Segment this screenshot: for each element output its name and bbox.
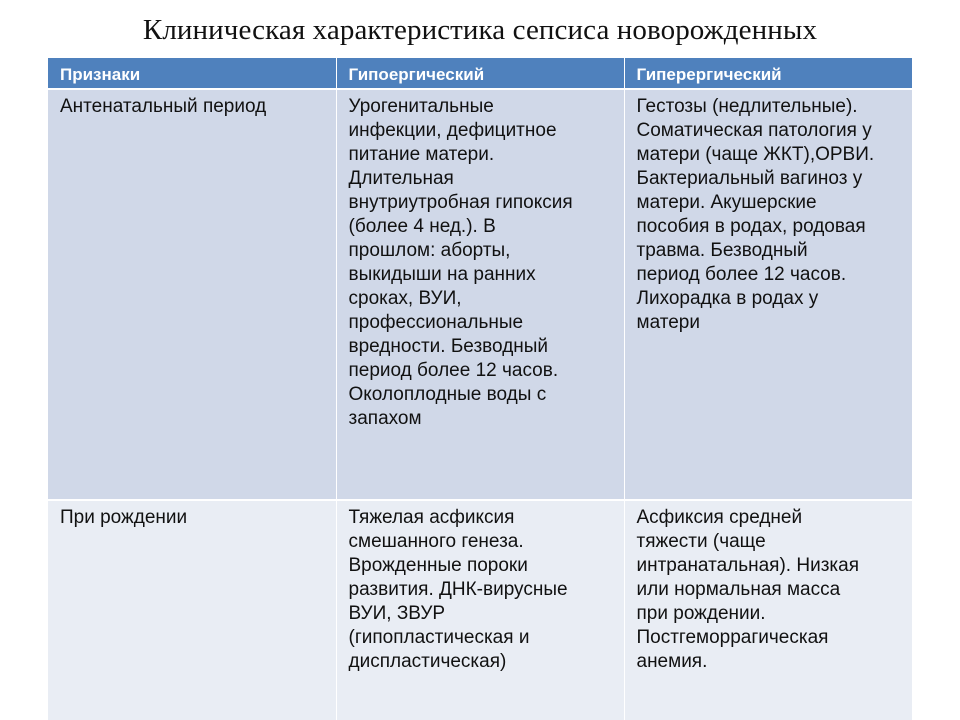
header-hyperergic: Гиперергический — [624, 58, 912, 89]
row-label-antenatal: Антенатальный период — [48, 89, 336, 500]
table-row-antenatal — [48, 89, 912, 500]
header-signs: Признаки — [48, 58, 336, 89]
slide-title: Клиническая характеристика сепсиса новорожденных — [142, 14, 818, 46]
sepsis-characteristics-table — [48, 58, 912, 720]
table-row-birth — [48, 500, 912, 720]
cell-birth-hyperergic: Асфиксия средней тяжести (чаще интранатальная). Низкая или нормальная масса при рождении. Постгеморрагическая анемия. — [624, 500, 912, 720]
cell-birth-hypoergic: Тяжелая асфиксия смешанного генеза. Врожденные пороки развития. ДНК-вирусные ВУИ, ЗВУР (гипопластическая и диспластическая) — [336, 500, 624, 720]
row-label-birth: При рождении — [48, 500, 336, 720]
table-header-row — [48, 58, 912, 89]
header-hypoergic: Гипоергический — [336, 58, 624, 89]
cell-antenatal-hypoergic: Урогенитальные инфекции, дефицитное питание матери. Длительная внутриутробная гипоксия (более 4 нед.). В прошлом: аборты, выкидыши на ранних сроках, ВУИ, профессиональные вредности. Безводный период более 12 часов. Околоплодные воды с запахом — [336, 89, 624, 500]
cell-antenatal-hyperergic: Гестозы (недлительные). Соматическая патология у матери (чаще ЖКТ),ОРВИ. Бактериальный вагиноз у матери. Акушерские пособия в родах, родовая травма. Безводный период более 12 часов. Лихорадка в родах у матери — [624, 89, 912, 500]
